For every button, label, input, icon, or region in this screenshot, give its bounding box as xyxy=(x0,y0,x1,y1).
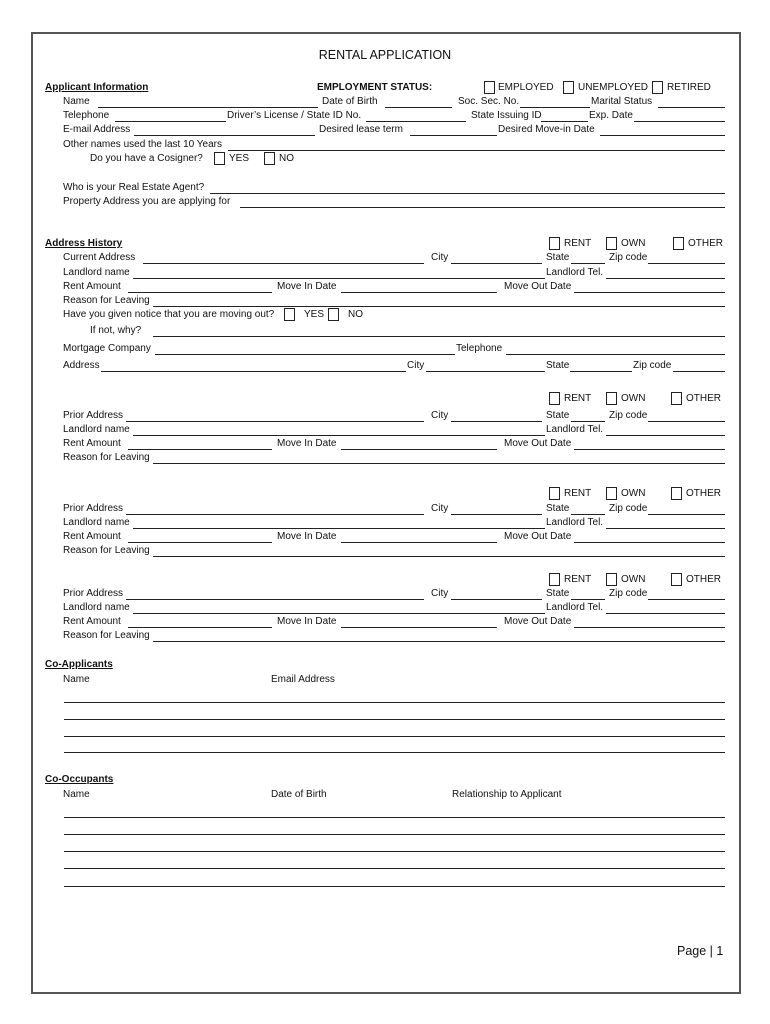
landlord-name-field[interactable] xyxy=(133,278,545,279)
move-in-field[interactable] xyxy=(341,542,497,543)
checkbox-other[interactable] xyxy=(673,237,684,250)
checkbox-other[interactable] xyxy=(671,392,682,405)
lease-term-field[interactable] xyxy=(410,135,497,136)
checkbox-cosigner-yes[interactable] xyxy=(214,152,225,165)
state-field[interactable] xyxy=(571,599,605,600)
checkbox-retired[interactable] xyxy=(652,81,663,94)
email-field[interactable] xyxy=(134,135,315,136)
co-applicant-row[interactable] xyxy=(64,719,725,720)
checkbox-own[interactable] xyxy=(606,487,617,500)
exp-date-label: Exp. Date xyxy=(589,110,633,121)
landlord-tel-label: Landlord Tel. xyxy=(546,517,604,528)
zip-field[interactable] xyxy=(648,514,725,515)
agent-label: Who is your Real Estate Agent? xyxy=(63,182,205,193)
reason-label: Reason for Leaving xyxy=(63,295,150,306)
current-address-field[interactable] xyxy=(143,263,424,264)
landlord-tel-label: Landlord Tel. xyxy=(546,267,604,278)
landlord-name-label: Landlord name xyxy=(63,267,130,278)
state-field[interactable] xyxy=(571,263,605,264)
marital-label: Marital Status xyxy=(591,96,653,107)
page-number: Page | 1 xyxy=(677,944,724,958)
option-rent: RENT xyxy=(564,488,592,499)
city-label: City xyxy=(431,503,449,514)
state-field[interactable] xyxy=(570,371,632,372)
zip-label: Zip code xyxy=(609,410,648,421)
landlord-tel-field[interactable] xyxy=(606,435,725,436)
co-applicant-row[interactable] xyxy=(64,752,725,753)
rent-amount-field[interactable] xyxy=(128,292,272,293)
desired-move-in-label: Desired Move-in Date xyxy=(498,124,595,135)
checkbox-notice-no[interactable] xyxy=(328,308,339,321)
section-heading-address-history: Address History xyxy=(45,238,123,249)
license-field[interactable] xyxy=(366,121,466,122)
zip-field[interactable] xyxy=(648,599,725,600)
checkbox-other[interactable] xyxy=(671,573,682,586)
co-applicant-email-header: Email Address xyxy=(271,674,335,685)
rent-amount-label: Rent Amount xyxy=(63,616,121,627)
reason-field[interactable] xyxy=(153,463,725,464)
mortgage-address-label: Address xyxy=(63,360,100,371)
state-label: State xyxy=(546,588,570,599)
city-field[interactable] xyxy=(451,599,542,600)
state-issuing-label: State Issuing ID xyxy=(471,110,542,121)
section-heading-applicant: Applicant Information xyxy=(45,82,149,93)
co-applicant-row[interactable] xyxy=(64,736,725,737)
option-own: OWN xyxy=(621,393,646,404)
move-in-label: Move In Date xyxy=(277,438,337,449)
option-rent: RENT xyxy=(564,574,592,585)
prior-address-field[interactable] xyxy=(126,599,424,600)
agent-field[interactable] xyxy=(210,193,725,194)
zip-label: Zip code xyxy=(609,503,648,514)
state-issuing-field[interactable] xyxy=(541,121,588,122)
move-in-label: Move In Date xyxy=(277,616,337,627)
rent-amount-field[interactable] xyxy=(128,542,272,543)
employment-status-label: EMPLOYMENT STATUS: xyxy=(317,82,433,93)
cosigner-yes: YES xyxy=(229,153,250,164)
move-in-field[interactable] xyxy=(341,627,497,628)
dob-field[interactable] xyxy=(385,107,452,108)
landlord-name-field[interactable] xyxy=(133,528,545,529)
prior-address-field[interactable] xyxy=(126,421,424,422)
telephone-label: Telephone xyxy=(63,110,110,121)
reason-label: Reason for Leaving xyxy=(63,630,150,641)
rent-amount-label: Rent Amount xyxy=(63,438,121,449)
co-applicant-name-header: Name xyxy=(63,674,90,685)
landlord-name-field[interactable] xyxy=(133,435,545,436)
move-out-field[interactable] xyxy=(574,449,725,450)
rent-amount-field[interactable] xyxy=(128,449,272,450)
checkbox-own[interactable] xyxy=(606,237,617,250)
co-occupant-relationship-header: Relationship to Applicant xyxy=(452,789,562,800)
desired-move-in-field[interactable] xyxy=(600,135,725,136)
option-own: OWN xyxy=(621,488,646,499)
option-rent: RENT xyxy=(564,393,592,404)
city-field[interactable] xyxy=(451,514,542,515)
landlord-name-label: Landlord name xyxy=(63,602,130,613)
option-unemployed: UNEMPLOYED xyxy=(578,82,649,93)
checkbox-rent[interactable] xyxy=(549,392,560,405)
prior-address-label: Prior Address xyxy=(63,588,124,599)
move-in-field[interactable] xyxy=(341,449,497,450)
state-label: State xyxy=(546,410,570,421)
state-label: State xyxy=(546,360,570,371)
co-occupant-row[interactable] xyxy=(64,886,725,887)
landlord-tel-field[interactable] xyxy=(606,528,725,529)
other-names-field[interactable] xyxy=(228,150,725,151)
co-occupant-row[interactable] xyxy=(64,851,725,852)
option-rent: RENT xyxy=(564,238,592,249)
option-retired: RETIRED xyxy=(667,82,711,93)
move-in-label: Move In Date xyxy=(277,281,337,292)
notice-no: NO xyxy=(348,309,363,320)
city-field[interactable] xyxy=(451,263,542,264)
co-occupant-row[interactable] xyxy=(64,817,725,818)
city-label: City xyxy=(431,410,449,421)
telephone-field[interactable] xyxy=(115,121,226,122)
prior-address-label: Prior Address xyxy=(63,503,124,514)
checkbox-notice-yes[interactable] xyxy=(284,308,295,321)
landlord-tel-label: Landlord Tel. xyxy=(546,424,604,435)
ssn-label: Soc. Sec. No. xyxy=(458,96,520,107)
checkbox-unemployed[interactable] xyxy=(563,81,574,94)
cosigner-label: Do you have a Cosigner? xyxy=(90,153,203,164)
move-out-field[interactable] xyxy=(574,542,725,543)
checkbox-own[interactable] xyxy=(606,392,617,405)
reason-label: Reason for Leaving xyxy=(63,545,150,556)
option-other: OTHER xyxy=(686,488,721,499)
reason-label: Reason for Leaving xyxy=(63,452,150,463)
form-title: RENTAL APPLICATION xyxy=(318,48,452,62)
option-own: OWN xyxy=(621,574,646,585)
prior-address-field[interactable] xyxy=(126,514,424,515)
ssn-field[interactable] xyxy=(520,107,590,108)
co-occupant-name-header: Name xyxy=(63,789,90,800)
checkbox-rent[interactable] xyxy=(549,487,560,500)
state-label: State xyxy=(546,503,570,514)
lease-term-label: Desired lease term xyxy=(319,124,403,135)
state-label: State xyxy=(546,252,570,263)
zip-field[interactable] xyxy=(648,263,725,264)
prior-address-label: Prior Address xyxy=(63,410,124,421)
property-field[interactable] xyxy=(240,207,725,208)
state-field[interactable] xyxy=(571,421,605,422)
state-field[interactable] xyxy=(571,514,605,515)
rent-amount-label: Rent Amount xyxy=(63,531,121,542)
option-other: OTHER xyxy=(686,393,721,404)
option-employed: EMPLOYED xyxy=(498,82,554,93)
zip-label: Zip code xyxy=(609,252,648,263)
co-applicant-row[interactable] xyxy=(64,702,725,703)
city-field[interactable] xyxy=(426,371,545,372)
option-other: OTHER xyxy=(686,574,721,585)
checkbox-other[interactable] xyxy=(671,487,682,500)
license-label: Driver’s License / State ID No. xyxy=(227,110,362,121)
landlord-tel-field[interactable] xyxy=(606,278,725,279)
move-out-label: Move Out Date xyxy=(504,531,572,542)
move-out-field[interactable] xyxy=(574,627,725,628)
mortgage-address-field[interactable] xyxy=(101,371,406,372)
checkbox-employed[interactable] xyxy=(484,81,495,94)
notice-label: Have you given notice that you are moving out? xyxy=(63,309,275,320)
email-label: E-mail Address xyxy=(63,124,131,135)
reason-field[interactable] xyxy=(153,641,725,642)
rent-amount-field[interactable] xyxy=(128,627,272,628)
move-out-label: Move Out Date xyxy=(504,281,572,292)
zip-field[interactable] xyxy=(648,421,725,422)
name-label: Name xyxy=(63,96,90,107)
option-own: OWN xyxy=(621,238,646,249)
name-field[interactable] xyxy=(98,107,318,108)
reason-field[interactable] xyxy=(153,306,725,307)
mortgage-field[interactable] xyxy=(155,354,455,355)
checkbox-cosigner-no[interactable] xyxy=(264,152,275,165)
if-not-label: If not, why? xyxy=(90,325,142,336)
city-field[interactable] xyxy=(451,421,542,422)
marital-field[interactable] xyxy=(658,107,725,108)
other-names-label: Other names used the last 10 Years xyxy=(63,139,222,150)
cosigner-no: NO xyxy=(279,153,294,164)
section-heading-co-occupants: Co-Occupants xyxy=(45,774,114,785)
checkbox-own[interactable] xyxy=(606,573,617,586)
mortgage-label: Mortgage Company xyxy=(63,343,151,354)
rent-amount-label: Rent Amount xyxy=(63,281,121,292)
landlord-name-field[interactable] xyxy=(133,613,545,614)
if-not-field[interactable] xyxy=(153,336,725,337)
landlord-name-label: Landlord name xyxy=(63,424,130,435)
landlord-name-label: Landlord name xyxy=(63,517,130,528)
reason-field[interactable] xyxy=(153,556,725,557)
exp-date-field[interactable] xyxy=(634,121,725,122)
move-in-label: Move In Date xyxy=(277,531,337,542)
mortgage-telephone-field[interactable] xyxy=(506,354,725,355)
landlord-tel-label: Landlord Tel. xyxy=(546,602,604,613)
co-occupant-row[interactable] xyxy=(64,868,725,869)
move-out-field[interactable] xyxy=(574,292,725,293)
zip-label: Zip code xyxy=(609,588,648,599)
current-address-label: Current Address xyxy=(63,252,136,263)
landlord-tel-field[interactable] xyxy=(606,613,725,614)
move-out-label: Move Out Date xyxy=(504,616,572,627)
notice-yes: YES xyxy=(304,309,325,320)
city-label: City xyxy=(431,252,449,263)
checkbox-rent[interactable] xyxy=(549,573,560,586)
zip-field[interactable] xyxy=(673,371,725,372)
mortgage-telephone-label: Telephone xyxy=(456,343,503,354)
city-label: City xyxy=(431,588,449,599)
dob-label: Date of Birth xyxy=(322,96,378,107)
move-in-field[interactable] xyxy=(341,292,497,293)
move-out-label: Move Out Date xyxy=(504,438,572,449)
co-occupant-dob-header: Date of Birth xyxy=(271,789,327,800)
checkbox-rent[interactable] xyxy=(549,237,560,250)
co-occupant-row[interactable] xyxy=(64,834,725,835)
property-label: Property Address you are applying for xyxy=(63,196,231,207)
section-heading-co-applicants: Co-Applicants xyxy=(45,659,113,670)
zip-label: Zip code xyxy=(633,360,672,371)
option-other: OTHER xyxy=(688,238,723,249)
city-label: City xyxy=(407,360,425,371)
